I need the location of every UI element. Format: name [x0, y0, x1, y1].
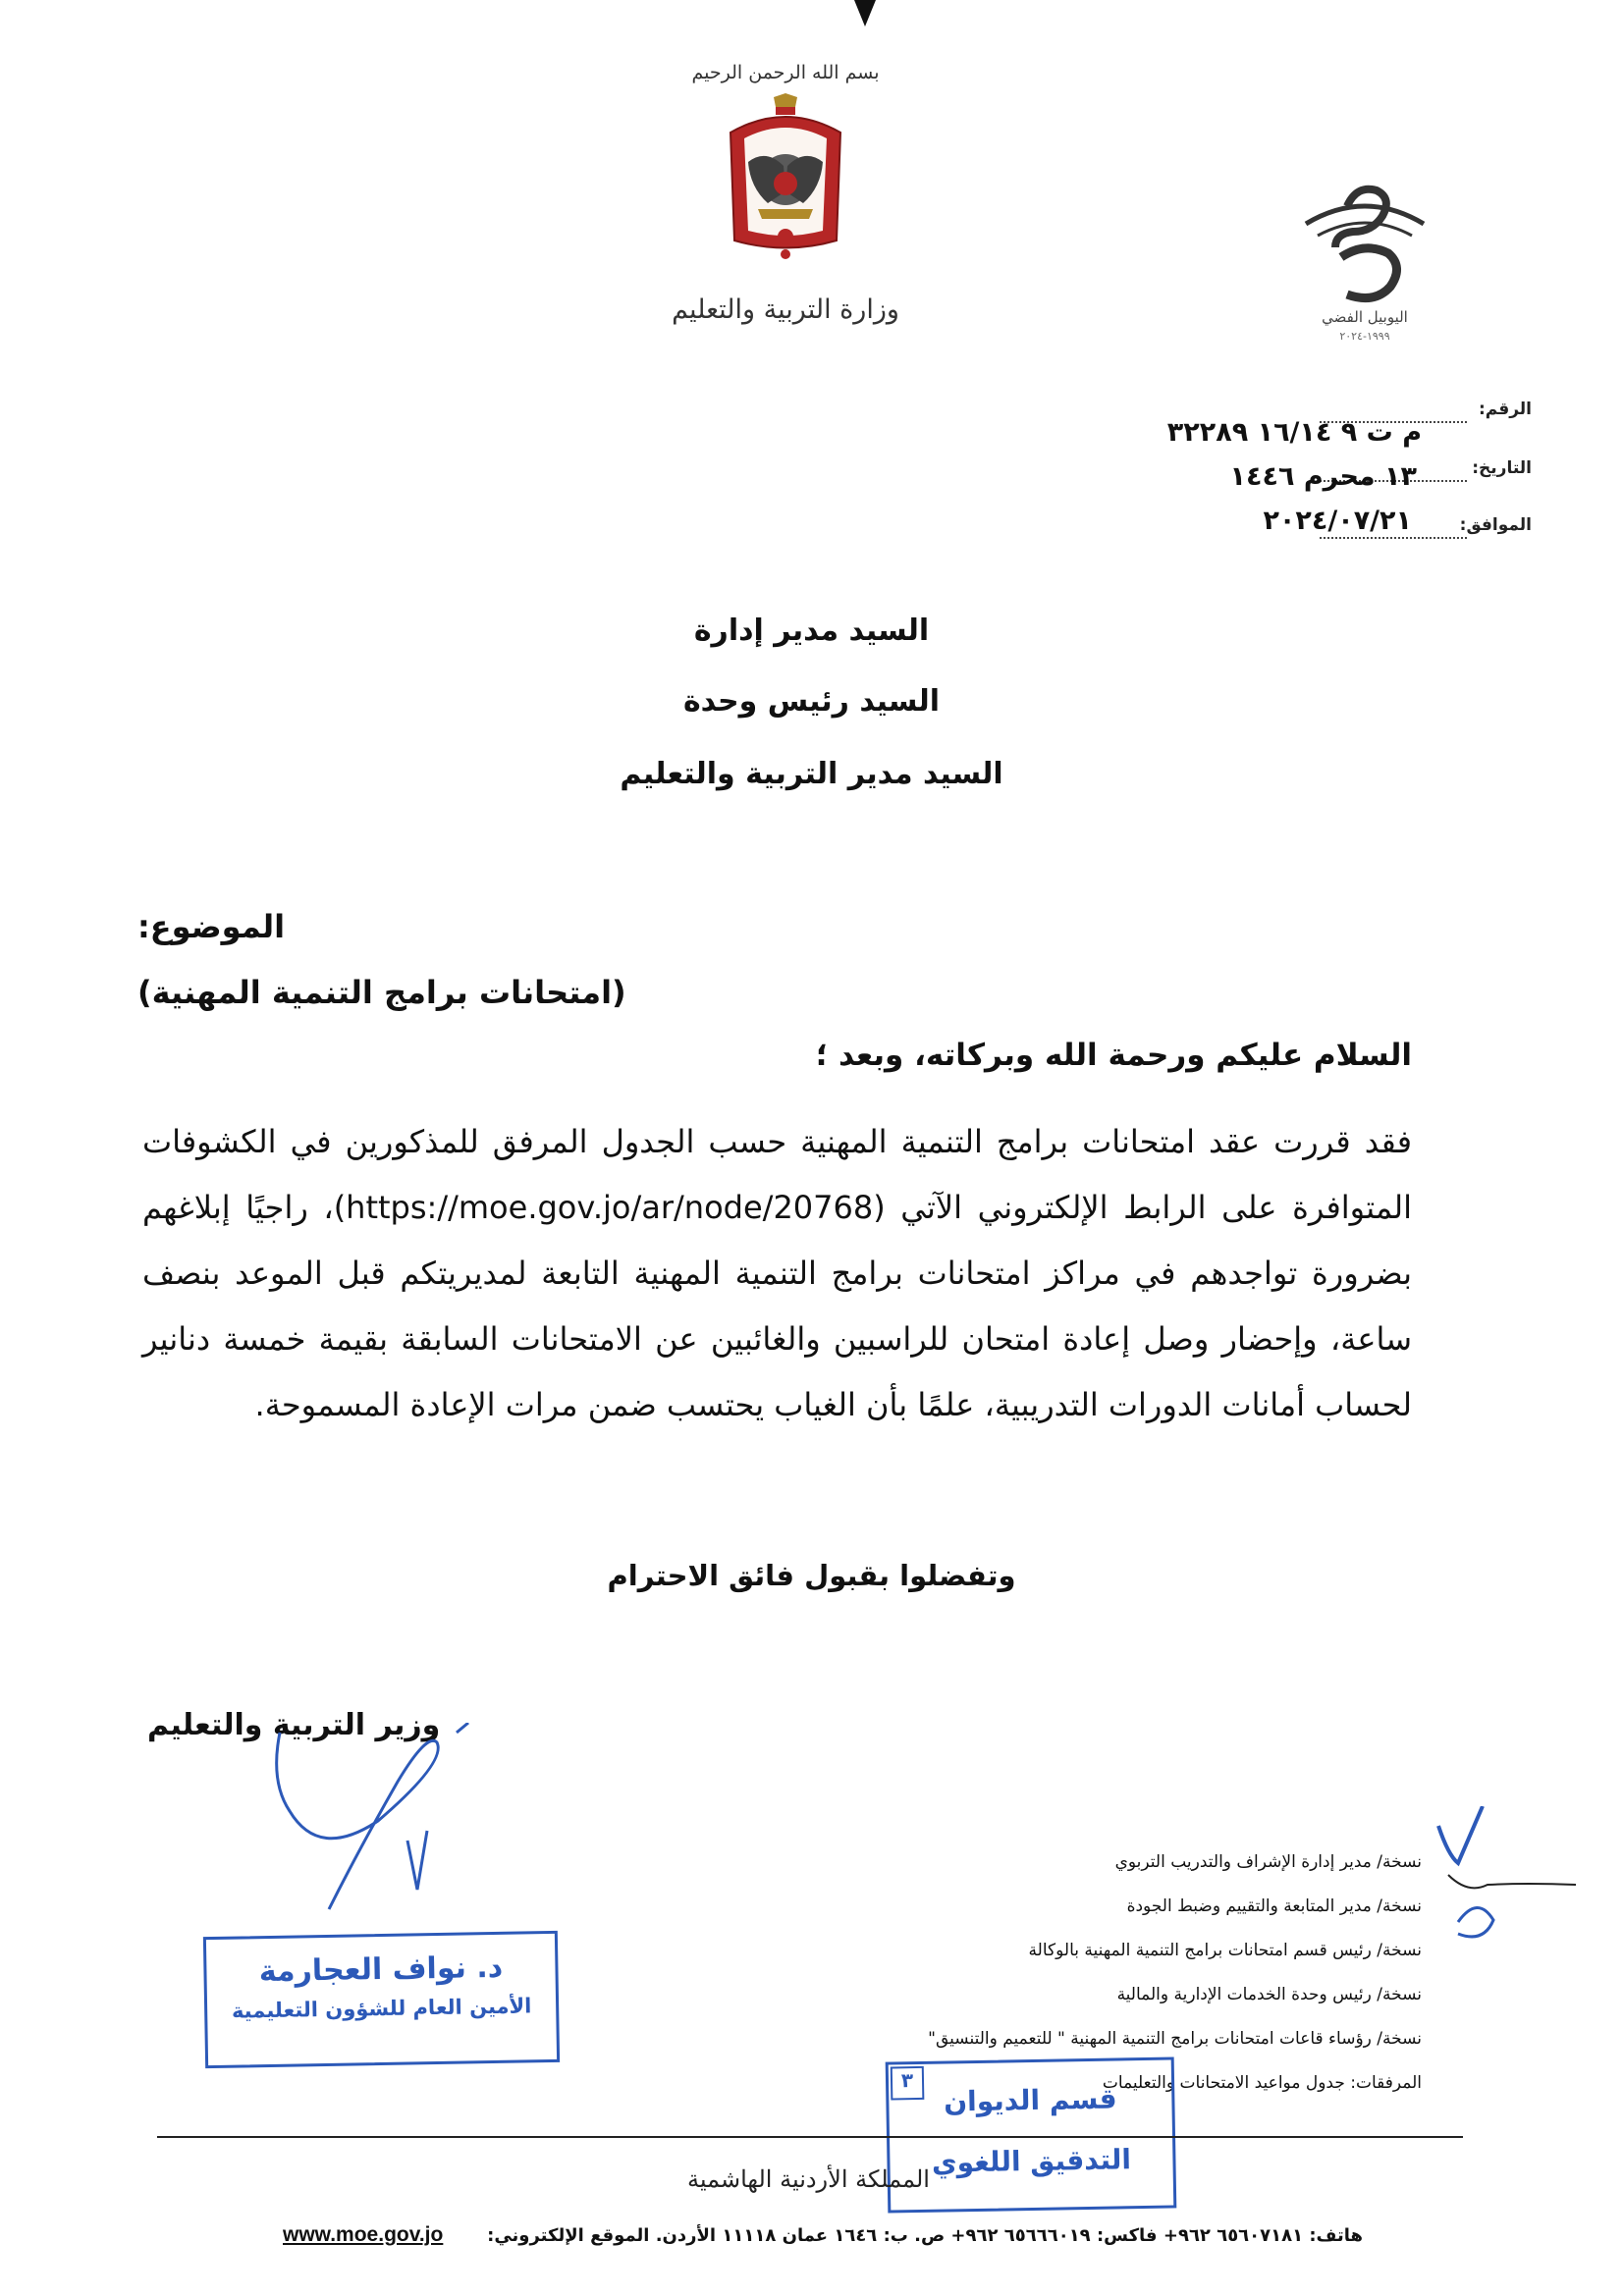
- addressee-3: السيد مدير التربية والتعليم: [620, 757, 1003, 791]
- date-label: التاريخ:: [1472, 458, 1532, 478]
- number-label: الرقم:: [1478, 400, 1532, 419]
- initials-scribble: [1429, 1806, 1586, 1963]
- addressee-2: السيد رئيس وحدة: [682, 684, 941, 719]
- jubilee-logo: [1296, 177, 1434, 353]
- cc-item: نسخة/ رئيس قسم امتحانات برامج التنمية المهنية بالوكالة: [1028, 1941, 1422, 1960]
- gregorian-date: ٢٠٢٤/٠٧/٢١: [1263, 506, 1412, 536]
- hijri-date: ١٣ محرم ١٤٤٦: [1229, 461, 1417, 492]
- subject-title: (امتحانات برامج التنمية المهنية): [137, 974, 626, 1011]
- jubilee-logo-text: اليوبيل الفضي: [1322, 308, 1408, 326]
- attachments-line: المرفقات: جدول مواعيد الامتحانات والتعليمات: [1102, 2073, 1422, 2093]
- cc-item: نسخة/ رؤساء قاعات امتحانات برامج التنمية المهنية " للتعميم والتنسيق": [928, 2029, 1422, 2049]
- audit-stamp-number: ٣: [891, 2066, 925, 2101]
- footer-contact: هاتف: ٦٥٦٠٧١٨١ ٩٦٢+ فاكس: ٦٥٦٦٦٠١٩ ٩٦٢+ ص. ب: ١٦٤٦ عمان ١١١١٨ الأردن. الموقع الإلكتروني:: [487, 2225, 1363, 2246]
- audit-stamp-line2: التدقيق اللغوي: [931, 2143, 1132, 2179]
- subject-label: الموضوع:: [137, 908, 286, 945]
- official-stamp: [203, 1931, 560, 2068]
- letter-body: فقد قررت عقد امتحانات برامج التنمية المهنية حسب الجدول المرفق للمذكورين في الكشوفات المتوافرة على الرابط الإلكتروني الآتي (https://moe.gov.jo/ar/node/20768)، راجيًا إبلاغهم بضرورة تواجدهم في مراكز امتحانات برامج التنمية المهنية التابعة لمديريتكم قبل الموعد بنصف ساعة، وإحضار وصل إعادة امتحان للراسبين والغائبين عن الامتحانات السابقة بقيمة خمسة دنانير لحساب أمانات الدورات التدريبية، علمًا بأن الغياب يحتسب ضمن مرات الإعادة المسموحة.: [142, 1123, 1412, 1423]
- ministry-header: [628, 54, 943, 358]
- reference-number: م ت ٩ ١٦/١٤ ٣٢٢٨٩: [1166, 417, 1422, 448]
- footer-website-link[interactable]: www.moe.gov.jo: [283, 2223, 444, 2246]
- scan-mark: [852, 0, 878, 27]
- stamp-name: د. نواف العجارمة: [258, 1949, 504, 1990]
- footer-kingdom: المملكة الأردنية الهاشمية: [687, 2165, 930, 2193]
- minister-title: وزير التربية والتعليم: [147, 1708, 441, 1742]
- closing: وتفضلوا بقبول فائق الاحترام: [607, 1559, 1016, 1592]
- stamp-role: الأمين العام للشؤون التعليمية: [231, 1994, 532, 2023]
- cc-item: نسخة/ مدير المتابعة والتقييم وضبط الجودة: [1126, 1896, 1422, 1916]
- signature-scribble: [260, 1723, 476, 1929]
- footer-divider: [157, 2136, 1463, 2138]
- royal-crest-icon: [719, 93, 852, 265]
- jubilee-emblem-icon: [1296, 177, 1434, 309]
- ministry-name: وزارة التربية والتعليم: [672, 294, 899, 325]
- corresponding-label: الموافق:: [1459, 515, 1532, 535]
- addressee-1: السيد مدير إدارة: [693, 614, 930, 648]
- jubilee-logo-years: ١٩٩٩-٢٠٢٤: [1339, 330, 1390, 343]
- cc-item: نسخة/ رئيس وحدة الخدمات الإدارية والمالية: [1116, 1985, 1422, 2004]
- audit-stamp-line1: قسم الديوان: [943, 2082, 1117, 2118]
- greeting: السلام عليكم ورحمة الله وبركاته، وبعد ؛: [815, 1038, 1412, 1073]
- basmala: بسم الله الرحمن الرحيم: [691, 62, 880, 83]
- cc-item: نسخة/ مدير إدارة الإشراف والتدريب التربوي: [1114, 1852, 1422, 1872]
